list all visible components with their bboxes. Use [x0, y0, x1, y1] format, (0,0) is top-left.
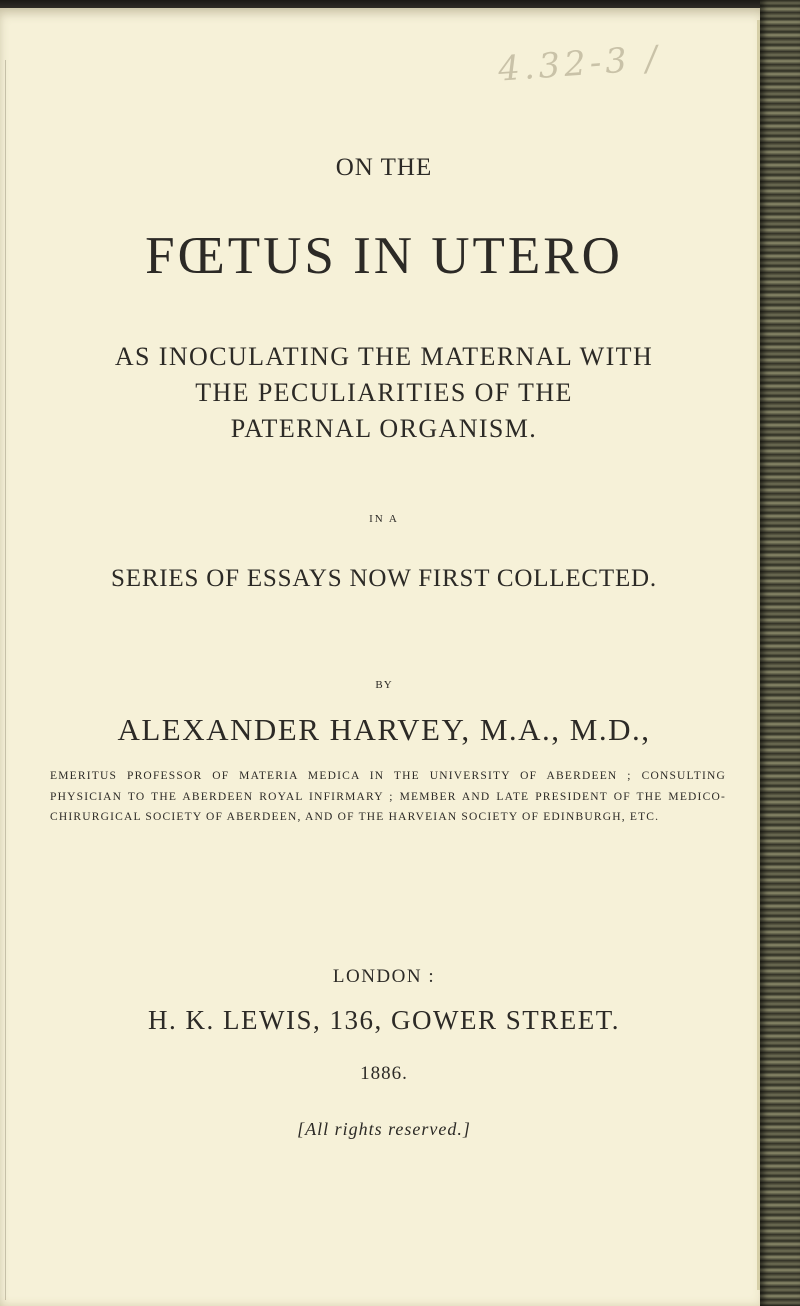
pencil-shelfmark: 4.32-3 / — [496, 38, 663, 90]
subtitle-line: PATERNAL ORGANISM. — [230, 414, 538, 443]
book-binding — [760, 0, 800, 1306]
author-name: ALEXANDER HARVEY, M.A., M.D., — [117, 712, 651, 747]
rights-notice: [All rights reserved.] — [297, 1119, 471, 1139]
series-line: SERIES OF ESSAYS NOW FIRST COLLECTED. — [111, 565, 657, 592]
title-page — [0, 8, 768, 1306]
publisher: H. K. LEWIS, 136, GOWER STREET. — [148, 1005, 620, 1035]
book-title: FŒTUS IN UTERO — [145, 227, 623, 285]
publication-place: LONDON : — [332, 966, 436, 987]
byline-prefix: BY — [375, 679, 393, 691]
series-prefix: IN A — [369, 513, 399, 525]
title-prefix: ON THE — [335, 154, 433, 181]
subtitle-line: AS INOCULATING THE MATERNAL WITH — [114, 342, 654, 371]
publication-year: 1886. — [360, 1063, 408, 1084]
author-credentials: EMERITUS PROFESSOR OF MATERIA MEDICA IN THE UNIVERSITY OF ABERDEEN ; CONSULTING PHYSICIAN TO THE ABERDEEN ROYAL INFIRMARY ; MEMBER AND LATE PRESIDENT OF THE MEDICO-CHIRURGICAL SOCIETY OF ABERDEEN, AND OF THE HARVEIAN SOCIETY OF EDINBURGH, ETC. — [50, 770, 726, 823]
subtitle-line: THE PECULIARITIES OF THE — [195, 378, 573, 407]
